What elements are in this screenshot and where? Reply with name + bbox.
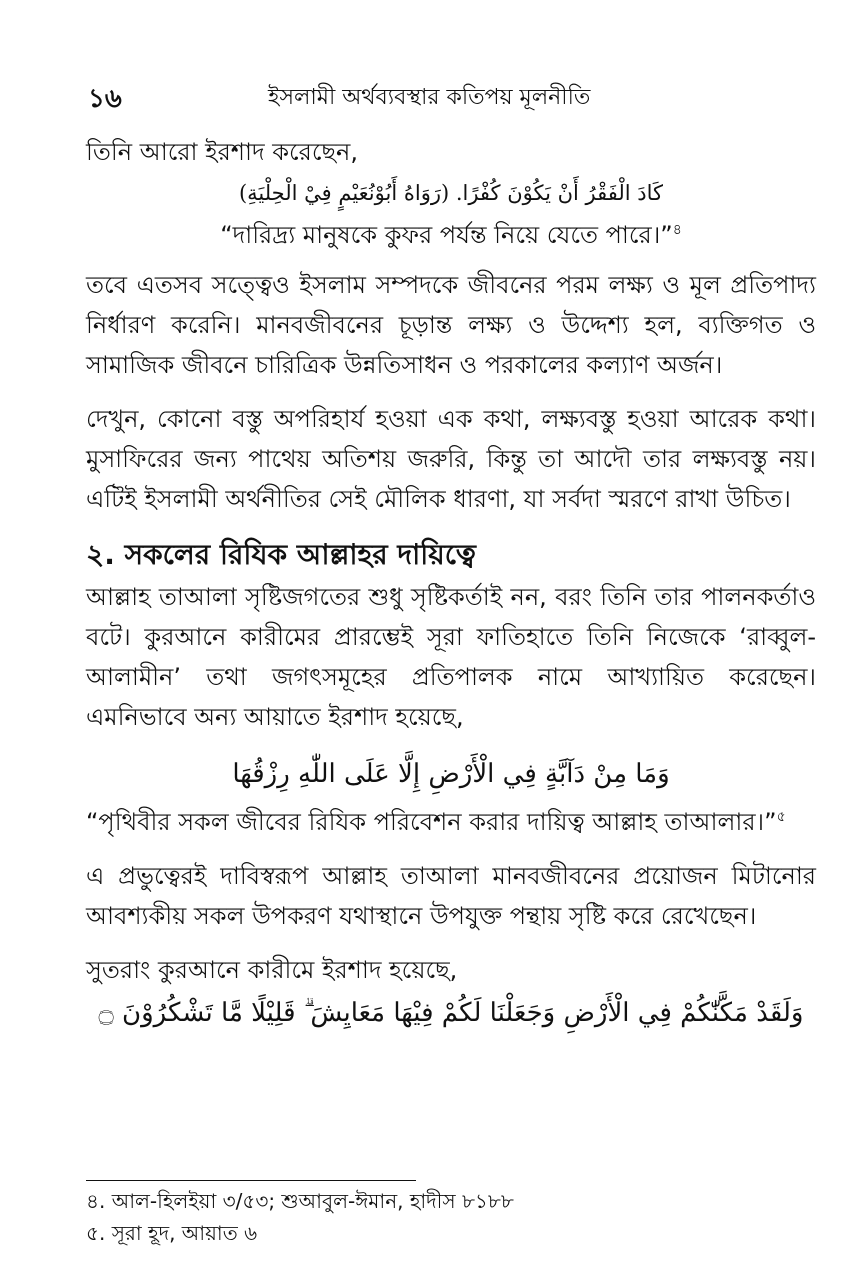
footnote-ref-4: ৪: [672, 222, 682, 238]
paragraph-provision: এ প্রভুত্বেরই দাবিস্বরূপ আল্লাহ তাআলা মানবজীবনের প্রয়োজন মিটানোর আবশ্যকীয় সকল উপকরণ যথাস্থানে উপযুক্ত পন্থায় সৃষ্টি করে রেখেছেন।: [86, 862, 816, 930]
arabic-verse-araf: وَلَقَدْ مَكَّنّٰكُمْ فِي الْأَرْضِ وَجَعَلْنَا لَكُمْ فِيْهَا مَعَايِشَ ۗ قَلِيْلًا مَّا تَشْكُرُوْنَ ۝: [98, 998, 804, 1028]
footnotes: [86, 1180, 816, 1249]
footnote-5: ৫. সূরা হূদ, আয়াত ৬: [86, 1221, 258, 1245]
hadith-translation-text: “দারিদ্র্য মানুষকে কুফর পর্যন্ত নিয়ে যেতে পারে।”: [220, 221, 673, 249]
paragraph-wealth-goal: তবে এতসব সত্ত্বেও ইসলাম সম্পদকে জীবনের পরম লক্ষ্য ও মূল প্রতিপাদ্য নির্ধারণ করেনি। মানবজীবনের চূড়ান্ত লক্ষ্য ও উদ্দেশ্য হল, ব্যক্তিগত ও সামাজিক জীবনে চারিত্রিক উন্নতিসাধন ও পরকালের কল্যাণ অর্জন।: [86, 271, 816, 379]
paragraph-sustainer: আল্লাহ তাআলা সৃষ্টিজগতের শুধু সৃষ্টিকর্তাই নন, বরং তিনি তার পালনকর্তাও বটে। কুরআনে কারীমের প্রারম্ভেই সূরা ফাতিহাতে তিনি নিজেকে ‘রাব্বুল-আলামীন’ তথা জগৎসমূহের প্রতিপালক নামে আখ্যায়িত করেছেন। এমনিভাবে অন্য আয়াতে ইরশাদ হয়েছে,: [86, 583, 816, 731]
verse-translation-text: “পৃথিবীর সকল জীবের রিযিক পরিবেশন করার দায়িত্ব আল্লাহ তাআলার।”: [86, 808, 777, 836]
arabic-hadith: كَادَ الْفَقْرُ أَنْ يَكُوْنَ كُفْرًا. (رَوَاهُ أَبُوْنُعَيْمٍ فِيْ الْحِلْيَةِ): [238, 181, 664, 205]
page-header: [0, 72, 868, 112]
page-body: [86, 132, 816, 1036]
paragraph-quran-says: সুতরাং কুরআনে কারীমে ইরশাদ হয়েছে,: [86, 956, 458, 984]
paragraph-necessity: দেখুন, কোনো বস্তু অপরিহার্য হওয়া এক কথা, লক্ষ্যবস্তু হওয়া আরেক কথা। মুসাফিরের জন্য পাথেয় অতিশয় জরুরি, কিন্তু তা আদৌ তার লক্ষ্যবস্তু নয়। এটিই ইসলামী অর্থনীতির সেই মৌলিক ধারণা, যা সর্বদা স্মরণে রাখা উচিত।: [86, 405, 816, 513]
section-heading: ২. সকলের রিযিক আল্লাহর দায়িত্বে: [86, 538, 476, 571]
page-number: ১৬: [88, 84, 122, 114]
hadith-translation: [86, 210, 816, 255]
footnote-ref-5: ৫: [776, 809, 786, 825]
intro-line: তিনি আরো ইরশাদ করেছেন,: [86, 138, 358, 166]
footnote-4: ৪. আল-হিলইয়া ৩/৫৩; শুআবুল-ঈমান, হাদীস ৮১৮৮: [86, 1189, 514, 1213]
footnote-divider: [86, 1180, 416, 1181]
verse-translation: [86, 797, 816, 842]
arabic-verse-hud: وَمَا مِنْ دَآبَّةٍ فِي الْأَرْضِ إِلَّا عَلَى اللّٰهِ رِزْقُهَا: [232, 759, 670, 789]
running-title: ইসলামী অর্থব্যবস্থার কতিপয় মূলনীতি: [268, 85, 591, 110]
